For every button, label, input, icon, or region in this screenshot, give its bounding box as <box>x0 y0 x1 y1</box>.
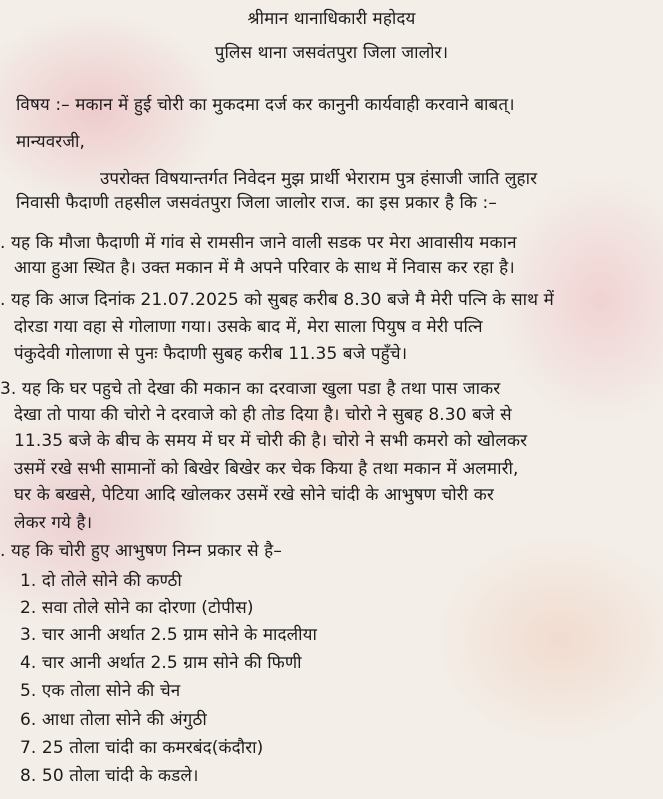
salutation: मान्यवरजी, <box>16 132 85 152</box>
addressee-line-1: श्रीमान थानाधिकारी महोदय <box>247 9 416 29</box>
list-item: 5. एक तोला सोने की चेन <box>20 681 181 701</box>
point-3-line-4: उसमें रखे सभी सामानों को बिखेर बिखेर कर चेक किया है तथा मकान में अलमारी, <box>14 459 519 479</box>
list-item: 3. चार आनी अर्थात 2.5 ग्राम सोने के मादलीया <box>20 625 318 645</box>
intro-line-2: निवासी फैदाणी तहसील जसवंतपुरा जिला जालोर राज. का इस प्रकार है कि :– <box>16 193 497 213</box>
point-3-line-3: 11.35 बजे के बीच के समय में घर में चोरी की है। चोरो ने सभी कमरो को खोलकर <box>14 431 528 451</box>
point-1-line-1: . यह कि मौजा फैदाणी में गांव से रामसीन जाने वाली सडक पर मेरा आवासीय मकान <box>0 233 517 253</box>
point-4-line-1: . यह कि चोरी हुए आभुषण निम्न प्रकार से है– <box>0 541 282 561</box>
point-3-line-2: देखा तो पाया की चोरो ने दरवाजे को ही तोड दिया है। चोरो ने सुबह 8.30 बजे से <box>14 405 512 425</box>
addressee-line-2: पुलिस थाना जसवंतपुरा जिला जालोर। <box>214 43 449 63</box>
point-3-line-1: 3. यह कि घर पहुचे तो देखा की मकान का दरवाजा खुला पडा है तथा पास जाकर <box>0 379 501 399</box>
intro-line-1: उपरोक्त विषयान्तर्गत निवेदन मुझ प्रार्थी भेराराम पुत्र हंसाजी जाति लुहार <box>100 169 538 189</box>
list-item: 1. दो तोले सोने की कण्ठी <box>20 571 182 591</box>
point-2-line-3: पंकुदेवी गोलाणा से पुनः फैदाणी सुबह करीब 11.35 बजे पहुँचे। <box>14 344 408 364</box>
list-item: 4. चार आनी अर्थात 2.5 ग्राम सोने की फिणी <box>20 653 302 673</box>
point-3-line-6: लेकर गये है। <box>14 513 93 533</box>
list-item: 2. सवा तोले सोने का दोरणा (टोपीस) <box>20 598 254 618</box>
point-1-line-2: आया हुआ स्थित है। उक्त मकान में मै अपने परिवार के साथ में निवास कर रहा है। <box>14 258 515 278</box>
subject-line: विषय :– मकान में हुई चोरी का मुकदमा दर्ज कर कानुनी कार्यवाही करवाने बाबत्। <box>16 95 515 115</box>
point-2-line-1: . यह कि आज दिनांक 21.07.2025 को सुबह करीब 8.30 बजे मै मेरी पत्नि के साथ में <box>0 290 554 310</box>
list-item: 8. 50 तोला चांदी के कडले। <box>20 766 199 786</box>
list-item: 6. आधा तोला सोने की अंगुठी <box>20 710 207 730</box>
point-3-line-5: घर के बखसे, पेटिया आदि खोलकर उसमें रखे सोने चांदी के आभुषण चोरी कर <box>14 485 494 505</box>
point-2-line-2: दोरडा गया वहा से गोलाणा गया। उसके बाद में, मेरा साला पियुष व मेरी पत्नि <box>14 317 483 337</box>
list-item: 7. 25 तोला चांदी का कमरबंद(कंदौरा) <box>20 738 264 758</box>
